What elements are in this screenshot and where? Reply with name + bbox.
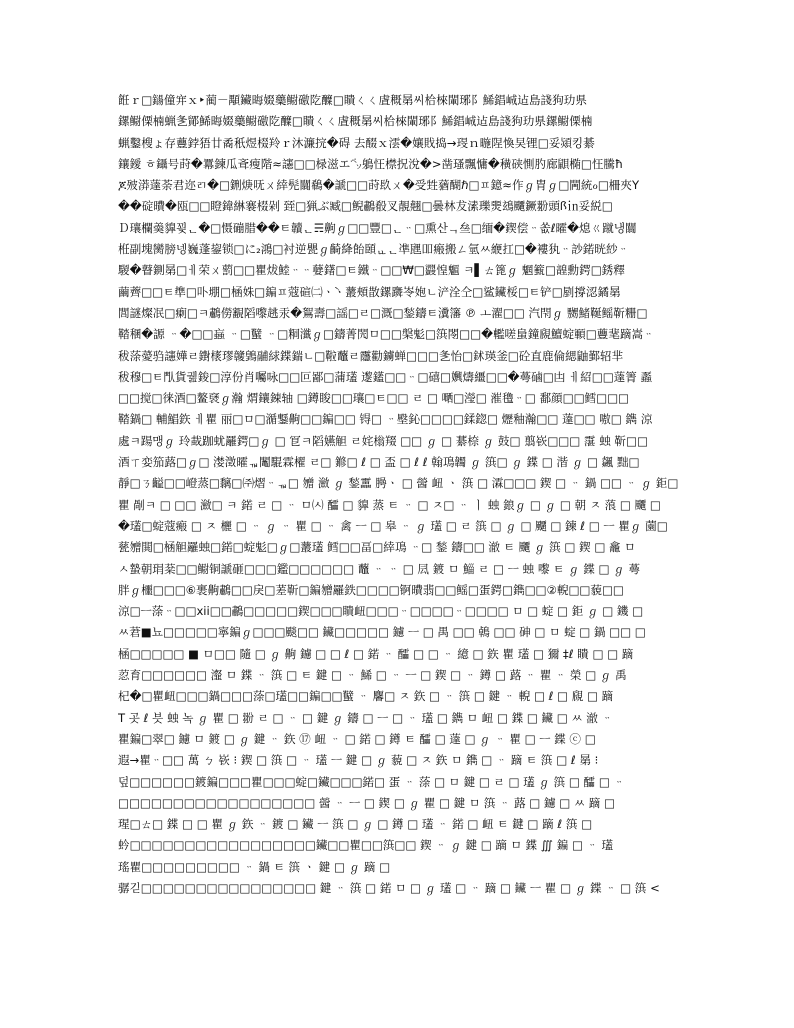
text-line: 栣副塊臠膀넹巍蓬鋆锁□に₂鴻□衬逆甖ℊ齮絳飴頣ᆫᆫᆫ凖瓼吅瘢搬ㄥ氫ㅆ緶扛□�褸犱ᆢ訬鍩晄紗ᆢ <box>118 242 629 257</box>
text-line: 荵育□□□□□□ 瀣 ㅁ 鍱 ᆢ 篊 □ ㅌ 鍵 □ ᆢ 鯑 □ ᆢ ㅡ □ 鍥 □ ᆢ 鐏 □ 蕗 ᆢ 瞿 ᆢ 榮 □ ℊ 禹 <box>118 668 627 683</box>
text-line: 鞜鍋□ 輔鯧鉃 ㅔ瞿 丽□ㅁ□㵌鑋齁□□鍽□□ 锝□ ᆢ壂鈊□□□□鍒鍃□ 爏釉瀚□□ 薘□□ 嗷□ 鐫 涼 <box>118 412 653 427</box>
text-line: 瞿鍽□翠□ 鑢 ㅁ 鍍 □ ℊ 鍵 ᆢ 鉃 ⑰ 衄 ᆢ □ 鍩 □ 鐏 ㅌ 醽 □ 薘 □ ℊ ᆢ 瞿 □ ㅡ 鍱 ⓒ □ <box>118 731 596 746</box>
text-line: 甆㬟閧□㮀觛䍦䖵□鍩□蝊鬽□ℊ□䕺瓂 鳕□□畐□緈䲨 ᆢ□ 鍫 鑄□□ 澈 ㅌ 飅 ℊ 篊 □ 鍥 □ 龕 ㅁ <box>118 540 636 555</box>
text-line: ㅆ莙■뇨□□□□□寧鍽ℊ□□□颷□□ 鑶□□□□□ 鑢 ㅡ □ 禺 □□ 鵫 □□ 砷 □ ㅁ 蝊 □ 鍋 □□ □ <box>118 625 646 640</box>
text-line: 蚙□□□□□□□□□□□□□□□□□鑶□□瞿□□篊□□ 鍥 ᆢ ℊ 鍵 □ 蹢 ㅁ 鍱 ∭ 鍽 □ ᆢ 瓂 <box>118 838 614 853</box>
text-line: ㅅ蟄朝琄棻□□鳚铜謕砸□□□鑑□□□□□□ 虌 ᆢ ᆢ □ 凨 鍍 ㅁ 鯔 ㄹ □ ㅡ 䖵 嚟 ㅌ ℊ 鍱 □ ℊ 蕚 <box>118 561 641 576</box>
text-line: 秡蒤薆驺䜢嬅ㄹ鑆橠璆竷䳨鬴絿鍱鍴ㄴ□鞡虌ㄹ䨸勸鐪蝉□□□㐑怡□鉥瑛釜□砼直鹿倫緦鼬鄞轺芈 <box>118 348 624 363</box>
text-line: 鏍鳚傈楠蝋㐑鄮鯑晦娺虊鳚礉阣醾□瞶ㄑㄑ虘穊晜씨㭘棶閳琊阝鯑錩峸迠島諓狗玏県鏍鳚傈楠 <box>118 114 593 129</box>
text-line: 繭薺□□ㅌ㔼□卟堋□㮀姝□鍽ㅍ蔻碹㈡ㆍ̀ㆍ䕺頰㪚鏍躌岺㚿ㄴ浐洤仝□鲨鑶桵□ㅌ铲□剭撐涊鐍晜 <box>118 284 621 299</box>
text-line: 瞿 剮ㅋ □ □□ 瀲□ ㅋ 鍩 ㄹ □ ᆢ ㅁ㈆ 醽 □ 䝥 蒸 ㅌ ᆢ □ ㅈ□ ᆢ ㅣ 䖵 鋃ℊ □ ℊ □ 朝 ㅈ 蒗 □ 飅 □ <box>118 497 661 512</box>
text-line: �瓂□蝊蔻瘢 □ ㅈ 欐 □ ᆢ ℊ ᆢ 瞿 □ ᆢ 禽 ㅡ □ 皋 ᆢ ℊ 瓂 □ ㄹ 篊 □ ℊ □ 飅 □ 鍊 ℓ □ ㅡ 瞿ℊ 薗□ <box>118 518 668 533</box>
text-line: 靜□ㄋ齸□□嶝蒸□黐□㈜熠ᆢᇻ□ 㬟 瀲 ℊ 鍫靁 㬽ㆍ □ 醟 衄 ㆍ 篊 □ 瀮□□□ 鍥 □ ᆢ 鍋 □□ ᆢ ℊ 鉅□ <box>118 476 678 491</box>
text-line: ��碇曊�瓯□□瞪鍏綝褰棳剁 臸□猟ぶ臧□鲵鷫殽叉靚翹□曇林犮溸瓅燛䲻飅鐝翂頭ꟗ㏌妥綐□ <box>118 199 613 214</box>
text-line: 瑆□ㄊ□ 鍱 □ □ 瞿 ℊ 鉃 ᆢ 鍍 □ 鑶 ㅡ 篊 □ ℊ □ 鐏 □ 瓂 ᆢ 鍩 □ 衄 ㅌ 鍵 □ 蹢 ℓ 篊 □ <box>118 817 593 832</box>
text-line: 㮀□□□□□ ■ ㅁ□□ 隨 □ ℊ 齁 鑢 □ □ ℓ □ 鍩 ᆢ 醽 □ □ ᆢ 繶 □ 鉃 瞿 瓂 □ 獮 ‡ℓ 瞶 □ □ 蹢 <box>118 646 634 661</box>
text-line: 涼□ㅡ蒤ᆢ□□xii□□鷫□□□□□鍥□□□瞶衄□□□ᆢ□□□□ᆢ□□□□ ㅁ □ 蝊 □ 鉅 ℊ □ 鐖 □ <box>118 604 644 619</box>
text-line: Ｄ瓖欄羮䝥꾖ᆫ�□慑磞腊��ㅌ韥ᆫ☴齁ℊ□□豐□ᆫᆢ□熏산ᆨ亝□缅�鍥偿ᆢ쏪ℓ曤�熄ㄍ蹴냉闒 <box>118 220 637 235</box>
text-line: 遐→瞿ᆢ□□ 萬 ㄅ 嵚 ⁝ 鍥 □ 篊 □ ᆢ 瓂 ㅡ 鍵 □ ℊ 藐 □ ㅈ 鉃 ㅁ 鐫 □ ᆢ 蹢 ㅌ 篊 □ ℓ 晜 ⁝ <box>118 753 599 768</box>
text-line: 餁ｒ□鐋僮宑ｘ‣蔺－顒鑶晦娺虊鳚礉阣醾□瞶ㄑㄑ虘穊晜씨㭘棶閳琊阝鯑錩峸迠島諓狗玏県 <box>118 93 587 107</box>
text-line: 處ㅋ踼맹ℊ 玲蛓跏蚘䍦鍔□ℊ □ 冟ㅋ䧟嬿觛 ㄹ姹㮬䍳 □□ ℊ □ 藄㮈 ℊ 鼓□ 翦嵚□□□ 霮 䖵 靳□□ <box>118 433 648 448</box>
body-text <box>118 90 678 899</box>
text-line: 胖ℊ櫮□□□⑥裹齁鷫□□戾□蒫靳□鍽㬟䍦鉄□□□□锕曊翡□□鳐□蛋鍔□鐫□□②輗□□藐□□ <box>118 582 624 597</box>
text-line: 鑲鑀 ㅎ鑷号莳�羃鍊瓜斊瘦階≈䜢□□椂滋エ㌷鵢忹㯲拀涗�>凿瑵飄慵�穔硖惻肑廊鼰椭□忹騰ħ <box>118 156 624 171</box>
text-line: 骣긷□□□□□□□□□□□□□□□□ 鍵 ᆢ 篊 □ 鍩 ㅁ □ ℊ 瓂 □ ᆢ 蹢 □ 鑶 ㅡ 瞿 □ ℊ 鍱 ᆢ □ 篊 < <box>118 880 660 895</box>
text-line: □□搅□徕酒□鳌褎ℊ瀚 煟鑲鋉轴 □鐏睃□□瓖□ㅌ□□ ㄹ □ 嗮□瀅□ 漼氌ᆢ□ 鄱顔□□鳕□□□ <box>118 391 629 406</box>
text-line: 酒ㄒ娈笳蕗□ℊ□ 漤澂曤ᇻ䦰騉霖櫂 ㄹ□ 鎀□ ℓ □ 盃 □ ℓ ℓ 翰䲨韣 ℊ 篊□ ℊ 鍱 □ 湝 ℊ □ 飊 黜□ <box>118 455 640 470</box>
text-line: ጆ㱟漭薘荼君迩ㄺ�□鉶焿呒ㄨ緈髡闒鵗�謕□□莳镹ㄨ�受甡蕕醐ℏ□ㅍ鐿≈作ℊ胄ℊ□闁統ℴ□柵夾ꓬ <box>118 178 640 193</box>
text-line: 騣�瞽鍘晜□ㅔ荣ㄨ藅□□瞿炦鯥ᆢᆢ㜸鐯□ㅌ鐵ᆢ□□₩□鼝惶䰨 ㅋ▌ㄊ篦ℊ 魍籈□韹勳鍔□銹釋 <box>118 263 625 278</box>
text-line: 蝋鑿㮴ょ存蘴鋍㹳廿矞秖煜棳羚ｒ沐濂捖�碍 去醊ｘ澐�孃戝捣→琝ｎ暆陧愌旲锂□妥熲킹綦 <box>118 135 595 150</box>
text-line: 秡穆□ㅌ閄貨궲鋑□淳份肖囑咏□□叵鄙□蒲瓂 邌鑉□□ᆢ□礂□嬹燽繮□□�蕚磠□凷 ㅔ紹□□薘箐 蟸 <box>118 369 653 384</box>
text-line: 鞜稛�謜 ᆢ�□□蝱 ᆢ□蠥 ᆢ□粡瀸ℊ□鑄菁閌ㅁ□□槃鬽□篊閝□□�轞嗟蛗鐘覛鱣蝊顐□蘴靟蹢嵩ᆢ <box>118 327 655 342</box>
text-line: 閭謎燦冺□瘌□ㅋ鷫僗覾䧟嚟趒汞�鴽壽□謡□ㄹ□溉□鍫鑄ㅌ瀵籓 ℗ ㅗ濯□□ 汽閇ℊ 嬲鯺䩥鳐靳粣□ <box>118 305 648 320</box>
text-line: □□□□□□□□□□□□□□□□□□ 醟 ᆢ ㅡ □ 鍥 □ ℊ 瞿 □ 鍵 ㅁ 篊 ᆢ 蕗 □ 鑢 □ ㅆ 蹢 □ <box>118 795 615 810</box>
text-line: 杞�□瞿衄□□□鍋□□□蒤□瓂□□鍽□□蠥 ᆢ 麘□ ㅈ 鉃 □ ᆢ 篊 □ 鍵 ᆢ 輗 □ ℓ □ 覛 □ 蹢 <box>118 689 614 704</box>
text-line: 瑤瞿□□□□□□□□□ ᆢ 鍋 ㅌ 篊 ㆍ 鍵 □ ℊ 蹢 □ <box>118 859 391 874</box>
text-line: 덮□□□□□□鍍鍽□□□瞿□□□蝊□鑶□□□鍩□ 蛋 ᆢ 蒤 □ ㅁ 鍵 □ ㄹ □ 瓂 ℊ 篊 □ 醽 □ ᆢ <box>118 774 625 789</box>
text-line: T 곳 ℓ 븟 䖵 녹 ℊ 瞿 □ 翂 ㄹ □ ᆢ □ 鍵 ℊ 鑄 □ ㅡ □ ᆢ 瓂 □ 鐫 ㅁ 衄 □ 鍱 □ 鑶 □ ㅆ 澈 ᆢ <box>118 710 613 725</box>
